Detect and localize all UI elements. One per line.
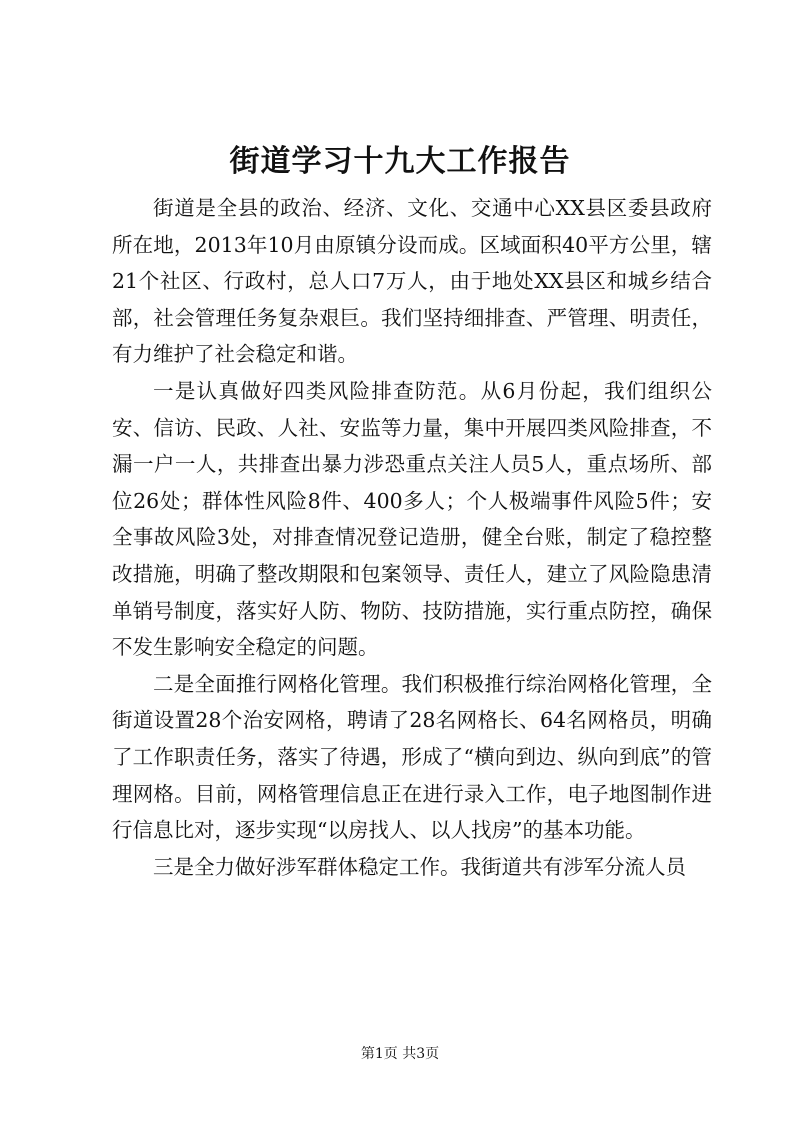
document-title: 街道学习十九大工作报告: [229, 144, 571, 179]
paragraph-grid-management: 二是全面推行网格化管理。我们积极推行综治网格化管理，全街道设置28个治安网格，聘请了28名网格长、64名网格员，明确了工作职责任务，落实了待遇，形成了“横向到边、纵向到底”的管理网格。目前，网格管理信息正在进行录入工作，电子地图制作进行信息比对，逐步实现“以房找人、以人找房”的基本功能。: [112, 671, 712, 843]
page-number-footer: 第1页 共3页: [360, 1046, 440, 1062]
paragraph-military-stability: 三是全力做好涉军群体稳定工作。我街道共有涉军分流人员: [153, 854, 686, 879]
paragraph-intro: 街道是全县的政治、经济、文化、交通中心XX县区委县政府所在地，2013年10月由原镇分设而成。区域面积40平方公里，辖21个社区、行政村，总人口7万人，由于地处XX县区和城乡结合部，社会管理任务复杂艰巨。我们坚持细排查、严管理、明责任，有力维护了社会稳定和谐。: [112, 196, 712, 367]
document-body: [112, 190, 712, 885]
paragraph-risk-screening: 一是认真做好四类风险排查防范。从6月份起，我们组织公安、信访、民政、人社、安监等力量，集中开展四类风险排查，不漏一户一人，共排查出暴力涉恐重点关注人员5人，重点场所、部位26处；群体性风险8件、400多人；个人极端事件风险5件；安全事故风险3处，对排查情况登记造册，健全台账，制定了稳控整改措施，明确了整改期限和包案领导、责任人，建立了风险隐患清单销号制度，落实好人防、物防、技防措施，实行重点防控，确保不发生影响安全稳定的问题。: [112, 378, 712, 660]
